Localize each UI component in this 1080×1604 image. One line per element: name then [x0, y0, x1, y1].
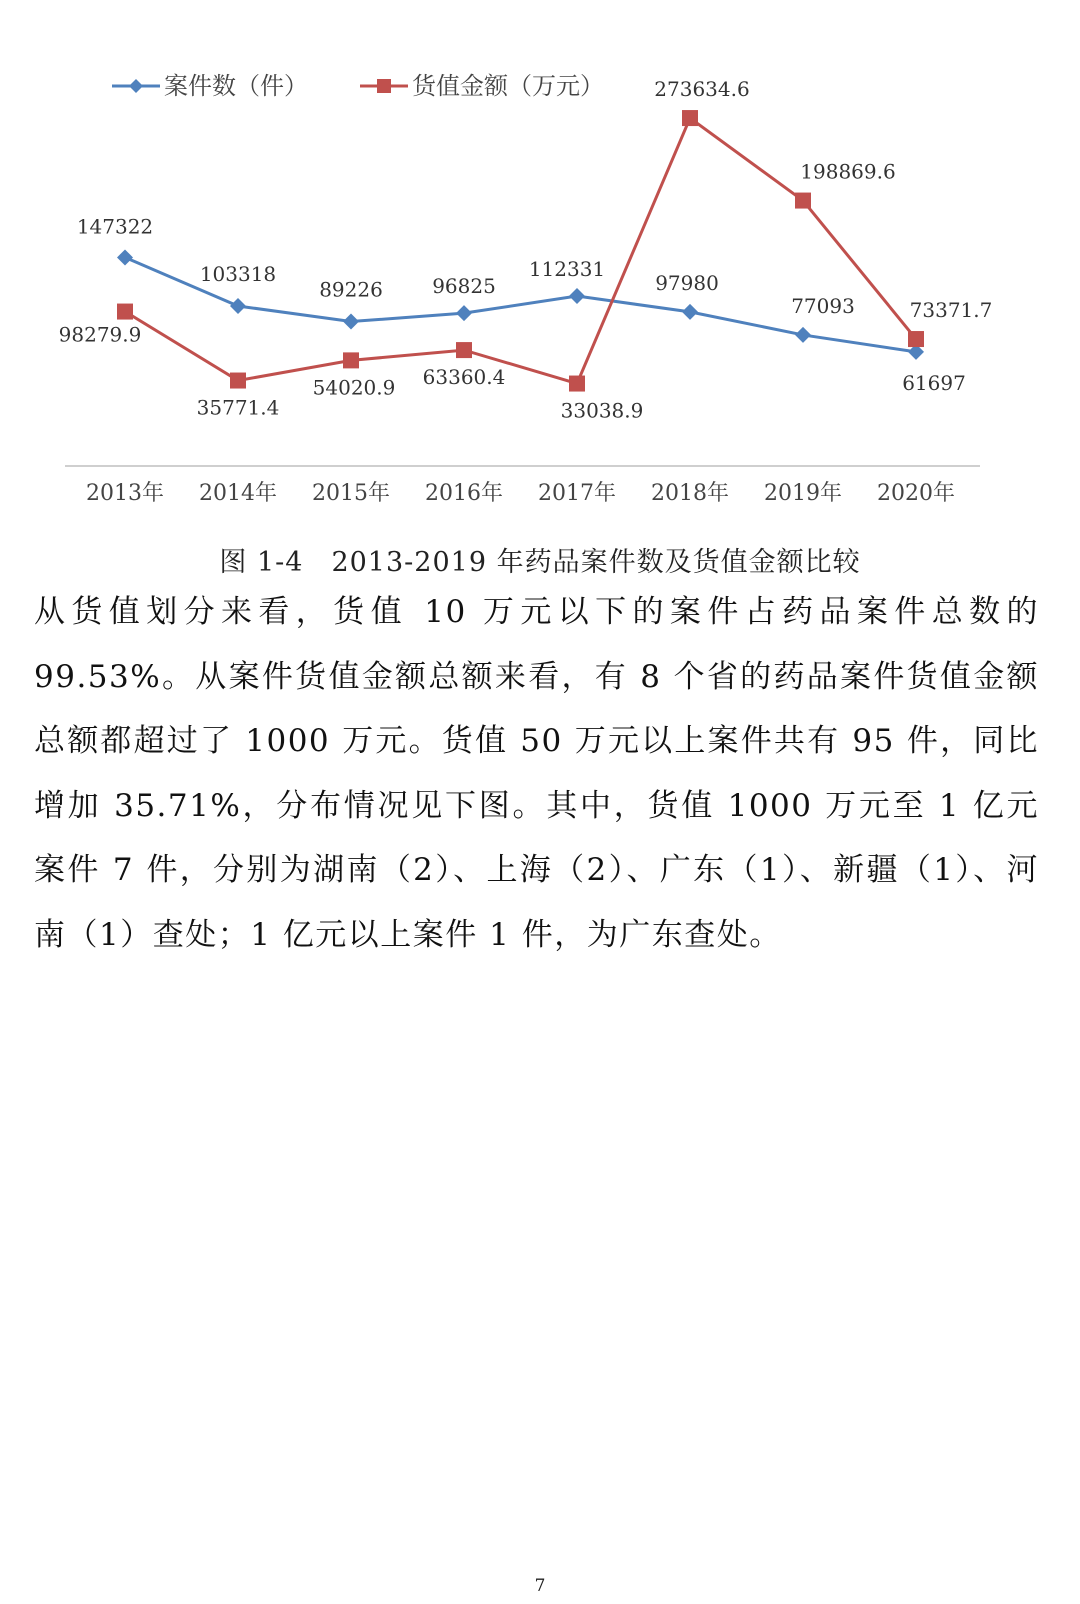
- x-tick-label: 2015年: [312, 481, 390, 506]
- data-point-square: [117, 304, 133, 320]
- legend-marker-square: [377, 79, 391, 93]
- data-label: 273634.6: [654, 77, 750, 102]
- series-line: [125, 118, 916, 383]
- data-label: 98279.9: [58, 322, 142, 347]
- series-group: [59, 77, 993, 422]
- legend-label: 案件数（件）: [164, 72, 308, 100]
- data-label: 147322: [76, 214, 154, 239]
- data-point-diamond: [682, 304, 698, 320]
- data-label: 73371.7: [909, 298, 993, 323]
- data-point-square: [456, 342, 472, 358]
- data-point-square: [569, 376, 585, 392]
- data-label: 198869.6: [800, 159, 896, 184]
- x-tick-labels: [86, 481, 955, 506]
- series-layer: [59, 77, 993, 422]
- data-point-diamond: [230, 298, 246, 314]
- data-point-diamond: [569, 288, 585, 304]
- x-tick-label: 2013年: [86, 481, 164, 506]
- data-label: 54020.9: [312, 375, 396, 400]
- x-tick-label: 2019年: [764, 481, 842, 506]
- data-point-square: [230, 373, 246, 389]
- data-label: 89226: [319, 277, 383, 302]
- data-label: 103318: [199, 261, 277, 286]
- x-tick-label: 2016年: [425, 481, 503, 506]
- figure-caption: 图 1-4 2013-2019 年药品案件数及货值金额比较: [219, 547, 861, 578]
- data-point-diamond: [795, 327, 811, 343]
- data-point-square: [343, 352, 359, 368]
- chart-legend: [112, 72, 604, 100]
- x-tick-label: 2017年: [538, 481, 616, 506]
- data-label: 61697: [902, 370, 966, 395]
- data-point-square: [908, 331, 924, 347]
- data-label: 77093: [791, 293, 855, 318]
- body-paragraph: 从货值划分来看，货值 10 万元以下的案件占药品案件总数的 99.53%。从案件货值金额总额来看，有 8 个省的药品案件货值金额总额都超过了 1000 万元。货值 50 万元以上案件共有 95 件，同比增加 35.71%，分布情况见下图。其中，货值 1000 万元至 1 亿元案件 7 件，分别为湖南（2）、上海（2）、广东（1）、新疆（1）、河南（1）查处；1 亿元以上案件 1 件，为广东查处。: [34, 594, 1039, 953]
- data-point-diamond: [343, 314, 359, 330]
- data-label: 96825: [432, 274, 496, 299]
- data-label: 35771.4: [196, 395, 280, 420]
- page-number: 7: [534, 1576, 546, 1596]
- legend-marker-diamond: [129, 79, 143, 93]
- legend-label: 货值金额（万元）: [412, 72, 604, 100]
- data-point-square: [682, 110, 698, 126]
- data-label: 112331: [528, 257, 606, 282]
- data-label: 33038.9: [560, 398, 644, 423]
- x-tick-label: 2018年: [651, 481, 729, 506]
- data-point-diamond: [456, 305, 472, 321]
- data-label: 97980: [655, 270, 719, 295]
- line-chart: [0, 0, 1080, 530]
- data-point-square: [795, 193, 811, 209]
- x-tick-label: 2014年: [199, 481, 277, 506]
- data-point-diamond: [117, 249, 133, 265]
- x-tick-label: 2020年: [877, 481, 955, 506]
- data-label: 63360.4: [422, 365, 506, 390]
